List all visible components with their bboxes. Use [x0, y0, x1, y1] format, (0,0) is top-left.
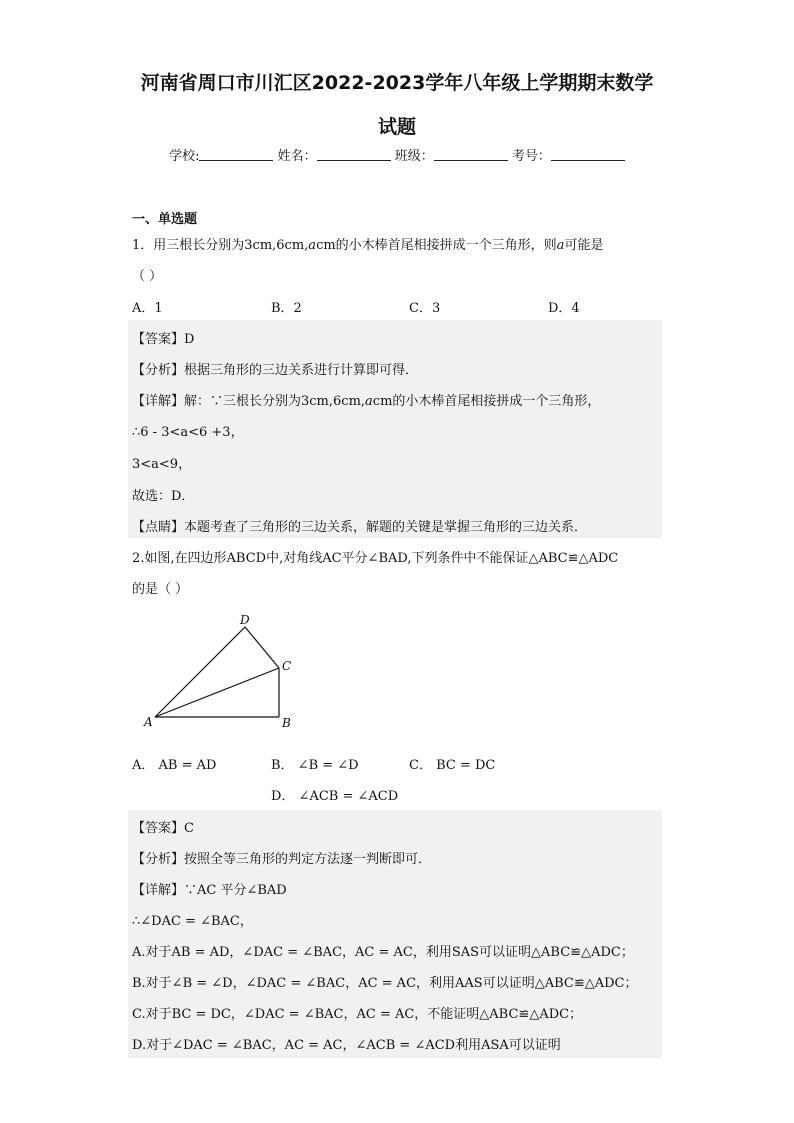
- q1-option-c: C．3: [409, 301, 441, 316]
- edge-dc: [245, 627, 279, 668]
- number-label: 考号：: [511, 149, 551, 164]
- page-title-line2: 试题: [377, 116, 416, 138]
- q1-stem-part: cm的小木棒首尾相接拼成一个三角形，则: [316, 238, 557, 253]
- q2-option-c: C． BC = DC: [409, 758, 496, 773]
- q1-detail: [132, 390, 600, 409]
- page-title: 河南省周口市川汇区2022-2023学年八年级上学期期末数学: [140, 72, 654, 94]
- quadrilateral-figure: [140, 610, 310, 735]
- q2-option-a: A． AB = AD: [132, 758, 217, 773]
- q2-analysis: 【分析】按照全等三角形的判定方法逐一判断即可．: [132, 852, 432, 867]
- vertex-label-a: A: [144, 715, 153, 729]
- vertex-label-c: C: [282, 659, 292, 673]
- q1-choose: 故选：D．: [132, 489, 195, 504]
- student-info-line: [0, 145, 794, 164]
- q1-detail-part: cm的小木棒首尾相接拼成一个三角形，: [372, 394, 601, 409]
- diagonal-ac: [155, 668, 279, 717]
- school-label: 学校:: [169, 149, 200, 164]
- q1-var: a: [556, 238, 565, 253]
- q1-analysis: 【分析】根据三角形的三边关系进行计算即可得．: [132, 363, 419, 378]
- vertex-label-d: D: [240, 613, 250, 627]
- q2-option-d: D． ∠ACB = ∠ACD: [271, 789, 399, 804]
- q2-detail: 【详解】∵AC 平分∠BAD: [132, 883, 287, 898]
- name-label: 姓名：: [277, 149, 317, 164]
- q2-step1: ∴∠DAC = ∠BAC，: [132, 914, 253, 929]
- q1-option-d: D．4: [548, 301, 580, 316]
- q1-option-b: B．2: [271, 301, 302, 316]
- q2-line-d: D.对于∠DAC = ∠BAC，AC = AC，∠ACB = ∠ACD利用ASA可以证明: [132, 1038, 561, 1053]
- number-blank: [551, 148, 625, 161]
- q2-answer: 【答案】C: [132, 821, 194, 836]
- q1-stem-part: 1．用三根长分别为3cm,6cm,: [132, 238, 309, 253]
- q1-answer: 【答案】D: [132, 332, 195, 347]
- q2-line-c: C.对于BC = DC，∠DAC = ∠BAC，AC = AC，不能证明△ABC≌△ADC；: [132, 1007, 583, 1022]
- q1-step1: ∴6 - 3<a<6 +3，: [132, 425, 244, 440]
- q1-detail-var: a: [365, 394, 373, 409]
- class-label: 班级：: [394, 149, 434, 164]
- q2-option-b: B． ∠B = ∠D: [271, 758, 359, 773]
- name-blank: [317, 148, 391, 161]
- q1-paren: （ ）: [132, 269, 163, 284]
- q1-detail-part: 【详解】解：∵三根长分别为3cm,6cm,: [132, 394, 366, 409]
- edge-ad: [155, 627, 245, 717]
- section-heading: 一、单选题: [132, 212, 198, 227]
- q1-option-a: A．1: [132, 301, 163, 316]
- school-blank: [199, 148, 273, 161]
- q1-stem: [132, 234, 603, 253]
- q2-line-a: A.对于AB = AD，∠DAC = ∠BAC，AC = AC，利用SAS可以证明△ABC≌△ADC；: [132, 945, 634, 960]
- q2-stem: 2.如图,在四边形ABCD中,对角线AC平分∠BAD,下列条件中不能保证△ABC≌△ADC: [132, 551, 619, 566]
- q1-var: a: [308, 238, 317, 253]
- q1-stem-part: 可能是: [564, 238, 604, 253]
- q2-stem-line2: 的是（ ）: [132, 582, 189, 597]
- q1-step2: 3<a<9，: [132, 457, 192, 472]
- q2-line-b: B.对于∠B = ∠D，∠DAC = ∠BAC，AC = AC，利用AAS可以证明△ABC≌△ADC；: [132, 976, 638, 991]
- vertex-label-b: B: [282, 716, 291, 730]
- q1-comment: 【点睛】本题考查了三角形的三边关系，解题的关键是掌握三角形的三边关系．: [132, 520, 588, 535]
- class-blank: [434, 148, 508, 161]
